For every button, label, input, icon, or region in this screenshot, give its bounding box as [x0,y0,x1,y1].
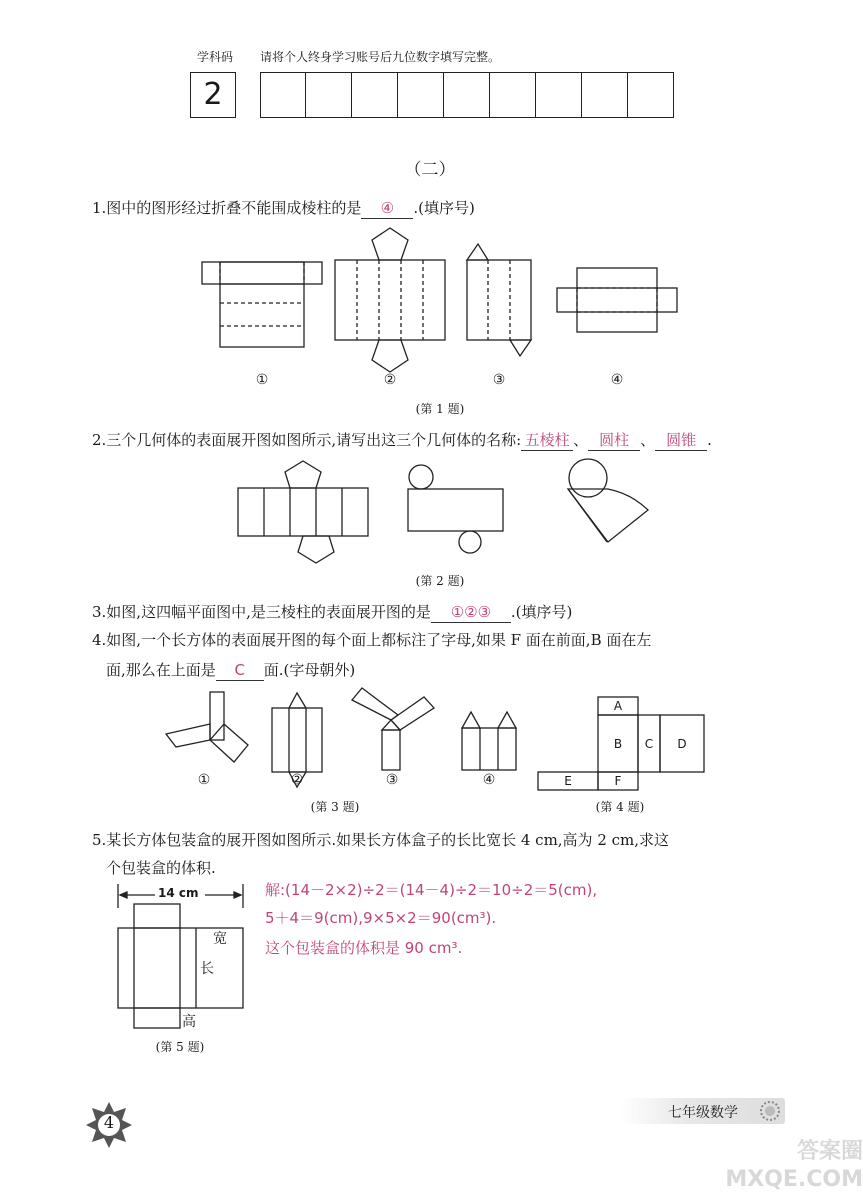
q4-face-c: C [644,737,654,751]
subject-code-label: 学科码 [197,50,234,64]
q2-answer-3: 圆锥 [655,430,707,451]
q5-line2: 个包装盒的体积. [106,859,216,877]
q5-kuan-label: 宽 [213,931,227,947]
q1-caption: (第 1 题) [415,402,465,416]
q1-label-2: ② [383,372,397,388]
q3-caption: (第 3 题) [310,800,360,814]
q4-face-b: B [613,737,623,751]
watermark: 答案圈 MXQE.COM [725,1139,863,1192]
subject-code-box: 2 [190,72,236,118]
q4-answer: C [216,660,264,681]
q3-label-2: ② [290,772,304,788]
q4-face-d: D [677,737,687,751]
q4-caption: (第 4 题) [595,800,645,814]
q1-label-1: ① [255,372,269,388]
q1-label-4: ④ [610,372,624,388]
instruction-text: 请将个人终身学习账号后九位数字填写完整。 [260,50,501,64]
q4-face-f: F [614,774,622,788]
q5-gao-label: 高 [182,1014,196,1030]
q5-line1: 5.某长方体包装盒的展开图如图所示.如果长方体盒子的长比宽长 4 cm,高为 2 cm,求这 [92,831,670,849]
q1-label-3: ③ [492,372,506,388]
q5-dim-label: 14 cm [158,886,199,900]
q2-caption: (第 2 题) [415,574,465,588]
q5-solution-line3: 这个包装盒的体积是 90 cm³. [265,939,463,957]
q5-solution-line1: 解:(14－2×2)÷2＝(14－4)÷2＝10÷2＝5(cm), [265,881,598,899]
q2-text: 2.三个几何体的表面展开图如图所示,请写出这三个几何体的名称: 五棱柱 、 圆柱 、 圆锥 . [92,431,712,449]
q5-chang-label: 长 [200,961,214,977]
q3-text: 3.如图,这四幅平面图中,是三棱柱的表面展开图的是 ①②③ .(填序号) [92,603,573,621]
q2-answer-2: 圆柱 [588,430,640,451]
q5-solution-line2: 5＋4＝9(cm),9×5×2＝90(cm³). [265,909,497,927]
q4-line2: 面,那么在上面是 C 面.(字母朝外) [106,661,356,679]
q4-line1: 4.如图,一个长方体的表面展开图的每个面上都标注了字母,如果 F 面在前面,B 面在左 [92,631,652,649]
sun-icon [758,1099,782,1123]
q4-face-a: A [613,699,623,713]
book-title: 七年级数学 [668,1105,738,1121]
q3-answer: ①②③ [431,602,511,623]
q1-text: 1.图中的图形经过折叠不能围成棱柱的是 ④ .(填序号) [92,199,475,217]
q5-caption: (第 5 题) [155,1040,205,1054]
section-title: （二） [404,160,456,180]
q4-face-e: E [564,774,572,788]
q2-answer-1: 五棱柱 [521,430,573,451]
q1-answer: ④ [361,198,413,219]
q3-label-4: ④ [482,772,496,788]
q3-label-3: ③ [385,772,399,788]
q3-label-1: ① [197,772,211,788]
page-number: 4 [103,1113,115,1132]
